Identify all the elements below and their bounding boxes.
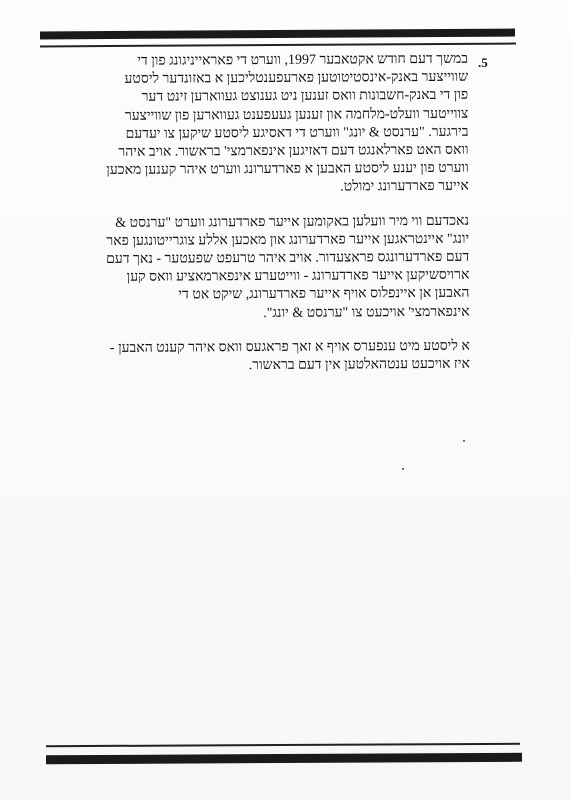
text-line: ארויסשיקען אייער פארדערונג - ווייטערע אינפארמאציע וואס קען — [126, 267, 470, 286]
text-line: שווייצער באנק-אינסטיטוטען פארעפענטליכען א באזונדער ליסטע — [124, 69, 469, 88]
body-text — [55, 51, 470, 393]
text-line: האבען אן איינפלוס אויף אייער פארדערונג, שיקט אט די — [178, 286, 470, 303]
paragraph-2 — [56, 212, 470, 324]
text-line: אינפארמצי' אויכעט צו "ערנסט & יונג". — [263, 304, 470, 321]
text-line: אייער פארדערונג ימולט. — [340, 179, 469, 195]
text-line: איז אויכעט ענטהאלטען אין דעם בראשור. — [248, 356, 470, 374]
footer-rule-thin — [46, 743, 520, 747]
text-line: במשך דעם חודש אקטאבער 1997, ווערט די פאראייניגונג פון די — [137, 51, 469, 69]
text-line: א ליסטע מיט ענפערס אויף א זאך פראגעס וואס איהר קענט האבען - — [109, 338, 470, 356]
text-line: בירגער. "ערנסט & יונג" ווערט די דאסיגע ליסטע שיקען צו יעדעם — [125, 124, 469, 142]
footer-rule-thick — [46, 753, 522, 764]
text-line: יונג" איינטראגען אייער פארדערונג און מאכען אללע צוגרייטונגען פאר — [106, 231, 470, 249]
text-line: ווערט פון יענע ליסטע האבען א פארדערונג ווערט איהר קענען מאכען — [106, 160, 469, 179]
scan-speck — [402, 468, 404, 470]
header-rule-thin — [40, 43, 516, 48]
text-line: צווייטער וועלט-מלחמה און זענען געעפענט געווארען פון שווייצער — [124, 106, 469, 124]
paragraph-3 — [57, 338, 470, 377]
text-line: וואס האט פארלאנגט דעם דאזיגען אינפארמצי' בראשור. אויב איהר — [118, 142, 469, 160]
text-line: דעם פארדערונגס פראצעדור. אויב איהר טרעפט שפעטער - נאך דעם — [106, 249, 470, 267]
text-line: נאכדעם ווי מיר וועלען באקומען אייער פארדערונג ווערט "ערנסט & — [115, 213, 470, 231]
item-number: .5 — [478, 55, 488, 70]
header-rule-thick — [40, 29, 515, 40]
scan-speck — [463, 440, 465, 442]
text-line: פון די באנק-חשבונות וואס זענען ניט גענוצט געווארען זינט דער — [141, 88, 469, 106]
paragraph-1 — [55, 51, 469, 199]
